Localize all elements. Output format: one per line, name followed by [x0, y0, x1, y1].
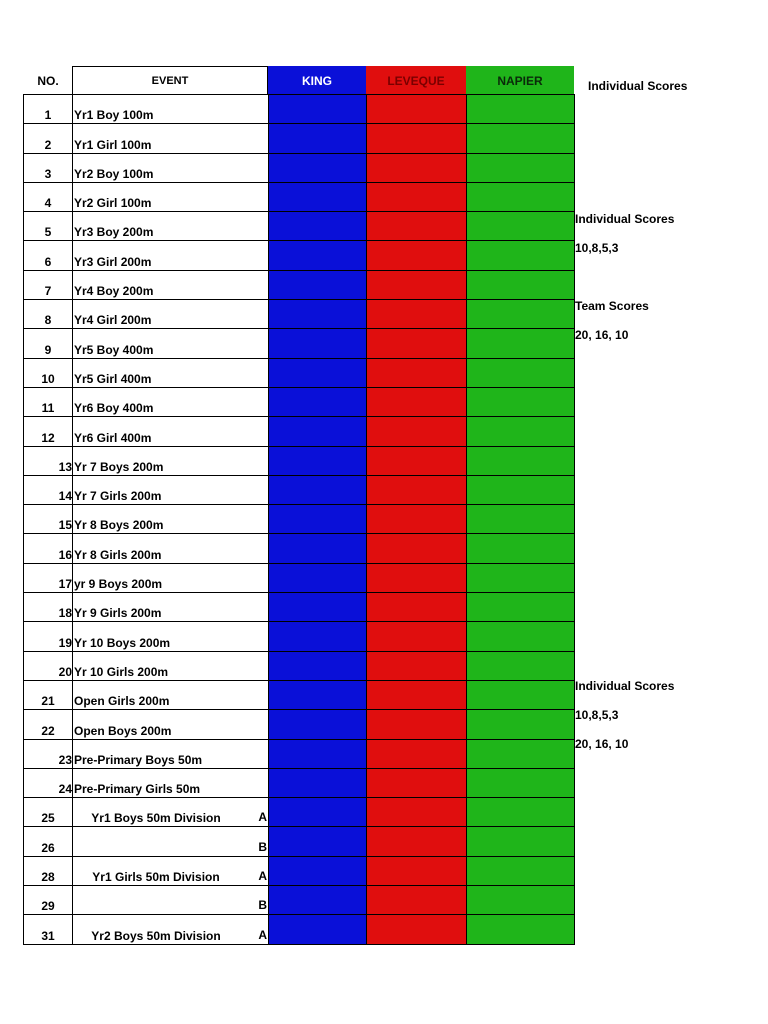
event-number: 8 [24, 300, 73, 328]
napier-score-cell[interactable] [467, 124, 575, 152]
event-cell [73, 154, 269, 182]
table-row [24, 359, 575, 388]
event-number: 3 [24, 154, 73, 182]
event-name: Yr 10 Girls 200m [74, 664, 169, 679]
note-team-values-1: 20, 16, 10 [575, 328, 629, 342]
event-cell [73, 212, 269, 240]
table-row [24, 681, 575, 710]
event-cell [73, 183, 269, 211]
table-row [24, 241, 575, 270]
leveque-score-cell[interactable] [367, 505, 467, 533]
header-individual-scores: Individual Scores [588, 79, 688, 93]
event-cell [73, 857, 269, 885]
leveque-score-cell[interactable] [367, 329, 467, 357]
king-score-cell[interactable] [269, 710, 367, 738]
event-name: Yr4 Girl 200m [74, 313, 152, 328]
event-number: 17 [24, 564, 73, 592]
event-name: yr 9 Boys 200m [74, 577, 163, 592]
table-row [24, 886, 575, 915]
napier-score-cell[interactable] [467, 593, 575, 621]
table-row [24, 798, 575, 827]
event-name: Yr4 Boy 200m [74, 284, 154, 299]
leveque-score-cell[interactable] [367, 300, 467, 328]
king-score-cell[interactable] [269, 241, 367, 269]
leveque-score-cell[interactable] [367, 212, 467, 240]
event-cell [73, 798, 269, 826]
event-name: Open Girls 200m [74, 694, 170, 709]
leveque-score-cell[interactable] [367, 564, 467, 592]
table-row [24, 857, 575, 886]
event-cell [73, 124, 269, 152]
king-score-cell[interactable] [269, 183, 367, 211]
event-name: Yr 8 Girls 200m [74, 547, 162, 562]
king-score-cell[interactable] [269, 652, 367, 680]
table-row [24, 388, 575, 417]
table-row [24, 915, 575, 944]
king-score-cell[interactable] [269, 827, 367, 855]
napier-score-cell[interactable] [467, 534, 575, 562]
leveque-score-cell[interactable] [367, 710, 467, 738]
event-cell [73, 505, 269, 533]
king-score-cell[interactable] [269, 740, 367, 768]
division-label: B [258, 898, 267, 913]
event-number: 16 [24, 534, 73, 562]
king-score-cell[interactable] [269, 300, 367, 328]
napier-score-cell[interactable] [467, 857, 575, 885]
napier-score-cell[interactable] [467, 564, 575, 592]
event-cell [73, 915, 269, 943]
king-score-cell[interactable] [269, 124, 367, 152]
leveque-score-cell[interactable] [367, 769, 467, 797]
event-number: 6 [24, 241, 73, 269]
event-name: Yr 8 Boys 200m [74, 518, 164, 533]
leveque-score-cell[interactable] [367, 271, 467, 299]
event-number: 28 [24, 857, 73, 885]
note-individual-scores-2: Individual Scores [575, 679, 675, 693]
division-label: A [258, 869, 267, 884]
king-score-cell[interactable] [269, 622, 367, 650]
table-row [24, 710, 575, 739]
event-cell [73, 593, 269, 621]
event-name: Yr3 Girl 200m [74, 254, 152, 269]
event-cell [73, 622, 269, 650]
king-score-cell[interactable] [269, 95, 367, 123]
napier-score-cell[interactable] [467, 183, 575, 211]
event-number: 24 [24, 769, 73, 797]
event-cell [73, 740, 269, 768]
event-cell [73, 329, 269, 357]
note-individual-scores-1: Individual Scores [575, 212, 675, 226]
event-number: 22 [24, 710, 73, 738]
table-row [24, 124, 575, 153]
leveque-score-cell[interactable] [367, 154, 467, 182]
napier-score-cell[interactable] [467, 300, 575, 328]
note-individual-values-1: 10,8,5,3 [575, 241, 619, 255]
table-row [24, 534, 575, 563]
table-row [24, 827, 575, 856]
leveque-score-cell[interactable] [367, 534, 467, 562]
napier-score-cell[interactable] [467, 622, 575, 650]
table-row [24, 95, 575, 124]
napier-score-cell[interactable] [467, 329, 575, 357]
leveque-score-cell[interactable] [367, 183, 467, 211]
event-number: 10 [24, 359, 73, 387]
event-number: 7 [24, 271, 73, 299]
event-name: Yr1 Boys 50m Division [91, 811, 221, 826]
table-row [24, 417, 575, 446]
table-row [24, 154, 575, 183]
king-score-cell[interactable] [269, 534, 367, 562]
event-cell [73, 564, 269, 592]
event-number: 29 [24, 886, 73, 914]
event-name: Yr5 Boy 400m [74, 342, 154, 357]
table-row [24, 476, 575, 505]
napier-score-cell[interactable] [467, 769, 575, 797]
king-score-cell[interactable] [269, 857, 367, 885]
napier-score-cell[interactable] [467, 154, 575, 182]
napier-score-cell[interactable] [467, 827, 575, 855]
napier-score-cell[interactable] [467, 271, 575, 299]
header-napier: NAPIER [466, 66, 574, 95]
leveque-score-cell[interactable] [367, 798, 467, 826]
event-number: 1 [24, 95, 73, 123]
napier-score-cell[interactable] [467, 212, 575, 240]
napier-score-cell[interactable] [467, 447, 575, 475]
event-name: Pre-Primary Boys 50m [74, 752, 203, 767]
king-score-cell[interactable] [269, 476, 367, 504]
event-name: Yr 9 Girls 200m [74, 606, 162, 621]
leveque-score-cell[interactable] [367, 681, 467, 709]
event-name: Yr2 Girl 100m [74, 196, 152, 211]
event-cell [73, 769, 269, 797]
note-team-scores: Team Scores [575, 299, 649, 313]
event-name: Yr 7 Boys 200m [74, 459, 164, 474]
event-cell [73, 95, 269, 123]
event-name: Yr1 Girls 50m Division [92, 870, 220, 885]
table-row [24, 505, 575, 534]
king-score-cell[interactable] [269, 329, 367, 357]
king-score-cell[interactable] [269, 681, 367, 709]
king-score-cell[interactable] [269, 593, 367, 621]
event-name: Pre-Primary Girls 50m [74, 782, 201, 797]
king-score-cell[interactable] [269, 505, 367, 533]
table-row [24, 769, 575, 798]
napier-score-cell[interactable] [467, 681, 575, 709]
king-score-cell[interactable] [269, 359, 367, 387]
event-name: Yr2 Boys 50m Division [91, 928, 221, 943]
event-name: Yr1 Boy 100m [74, 108, 154, 123]
event-name: Yr2 Boy 100m [74, 166, 154, 181]
leveque-score-cell[interactable] [367, 95, 467, 123]
event-name: Yr3 Boy 200m [74, 225, 154, 240]
king-score-cell[interactable] [269, 154, 367, 182]
leveque-score-cell[interactable] [367, 857, 467, 885]
note-team-values-2: 20, 16, 10 [575, 737, 629, 751]
table-row [24, 593, 575, 622]
event-number: 2 [24, 124, 73, 152]
event-name: Yr 10 Boys 200m [74, 635, 171, 650]
table-row [24, 300, 575, 329]
table-row [24, 271, 575, 300]
event-number: 11 [24, 388, 73, 416]
event-cell [73, 652, 269, 680]
leveque-score-cell[interactable] [367, 359, 467, 387]
event-cell [73, 417, 269, 445]
leveque-score-cell[interactable] [367, 241, 467, 269]
king-score-cell[interactable] [269, 212, 367, 240]
event-cell [73, 447, 269, 475]
event-cell [73, 710, 269, 738]
event-number: 13 [24, 447, 73, 475]
napier-score-cell[interactable] [467, 710, 575, 738]
table-row [24, 447, 575, 476]
napier-score-cell[interactable] [467, 388, 575, 416]
leveque-score-cell[interactable] [367, 476, 467, 504]
leveque-score-cell[interactable] [367, 740, 467, 768]
king-score-cell[interactable] [269, 886, 367, 914]
event-cell [73, 241, 269, 269]
event-name: Yr6 Boy 400m [74, 401, 154, 416]
event-number: 31 [24, 915, 73, 943]
leveque-score-cell[interactable] [367, 915, 467, 943]
king-score-cell[interactable] [269, 915, 367, 943]
king-score-cell[interactable] [269, 769, 367, 797]
king-score-cell[interactable] [269, 417, 367, 445]
division-label: A [258, 927, 267, 942]
event-number: 9 [24, 329, 73, 357]
header-king: KING [268, 66, 366, 95]
leveque-score-cell[interactable] [367, 124, 467, 152]
header-no: NO. [37, 73, 59, 88]
leveque-score-cell[interactable] [367, 622, 467, 650]
king-score-cell[interactable] [269, 447, 367, 475]
table-row [24, 329, 575, 358]
event-name: Yr 7 Girls 200m [74, 489, 162, 504]
table-row [24, 212, 575, 241]
event-cell [73, 827, 269, 855]
leveque-score-cell[interactable] [367, 417, 467, 445]
napier-score-cell[interactable] [467, 417, 575, 445]
table-row [24, 183, 575, 212]
division-label: B [258, 839, 267, 854]
event-number: 18 [24, 593, 73, 621]
event-cell [73, 271, 269, 299]
events-table [23, 94, 575, 945]
napier-score-cell[interactable] [467, 95, 575, 123]
table-row [24, 622, 575, 651]
napier-score-cell[interactable] [467, 886, 575, 914]
event-number: 19 [24, 622, 73, 650]
king-score-cell[interactable] [269, 388, 367, 416]
event-number: 26 [24, 827, 73, 855]
table-row [24, 652, 575, 681]
leveque-score-cell[interactable] [367, 827, 467, 855]
event-number: 21 [24, 681, 73, 709]
header-leveque: LEVEQUE [366, 66, 466, 95]
event-cell [73, 359, 269, 387]
king-score-cell[interactable] [269, 798, 367, 826]
event-number: 20 [24, 652, 73, 680]
event-number: 25 [24, 798, 73, 826]
leveque-score-cell[interactable] [367, 886, 467, 914]
event-number: 14 [24, 476, 73, 504]
event-name: Yr5 Girl 400m [74, 371, 152, 386]
king-score-cell[interactable] [269, 271, 367, 299]
event-cell [73, 300, 269, 328]
event-number: 5 [24, 212, 73, 240]
leveque-score-cell[interactable] [367, 388, 467, 416]
event-number: 15 [24, 505, 73, 533]
event-number: 12 [24, 417, 73, 445]
napier-score-cell[interactable] [467, 798, 575, 826]
event-cell [73, 388, 269, 416]
event-cell [73, 534, 269, 562]
napier-score-cell[interactable] [467, 505, 575, 533]
event-cell [73, 476, 269, 504]
table-row [24, 740, 575, 769]
napier-score-cell[interactable] [467, 740, 575, 768]
note-individual-values-2: 10,8,5,3 [575, 708, 619, 722]
event-number: 23 [24, 740, 73, 768]
king-score-cell[interactable] [269, 564, 367, 592]
napier-score-cell[interactable] [467, 915, 575, 943]
napier-score-cell[interactable] [467, 652, 575, 680]
leveque-score-cell[interactable] [367, 447, 467, 475]
event-number: 4 [24, 183, 73, 211]
event-cell [73, 886, 269, 914]
leveque-score-cell[interactable] [367, 652, 467, 680]
event-cell [73, 681, 269, 709]
event-name: Yr1 Girl 100m [74, 137, 152, 152]
napier-score-cell[interactable] [467, 476, 575, 504]
division-label: A [258, 810, 267, 825]
leveque-score-cell[interactable] [367, 593, 467, 621]
napier-score-cell[interactable] [467, 359, 575, 387]
event-name: Open Boys 200m [74, 723, 172, 738]
napier-score-cell[interactable] [467, 241, 575, 269]
header-event: EVENT [72, 66, 268, 95]
event-name: Yr6 Girl 400m [74, 430, 152, 445]
table-row [24, 564, 575, 593]
